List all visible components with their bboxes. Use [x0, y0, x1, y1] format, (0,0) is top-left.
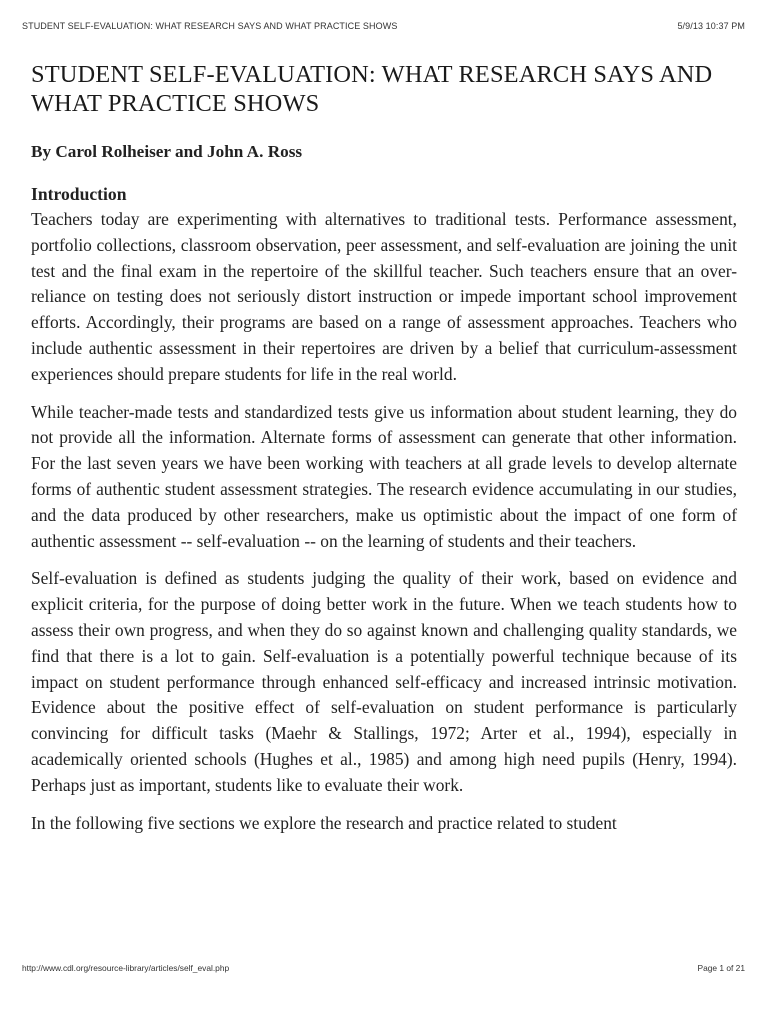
- page-number: Page 1 of 21: [697, 963, 745, 973]
- print-header: [22, 21, 746, 35]
- article: [31, 60, 737, 836]
- print-footer: [22, 963, 746, 977]
- source-url-link[interactable]: http://www.cdl.org/resource-library/articles/self_eval.php: [22, 963, 230, 973]
- section-heading-introduction: Introduction: [31, 184, 127, 204]
- article-title: STUDENT SELF-EVALUATION: WHAT RESEARCH SAYS AND WHAT PRACTICE SHOWS: [31, 61, 713, 117]
- body-paragraph: Self-evaluation is defined as students judging the quality of their work, based on evidence and explicit criteria, for the purpose of doing better work in the future. When we teach students how to assess their own progress, and when they do so against known and challenging quality standards, we find that there is a lot to gain. Self-evaluation is a potentially powerful technique because of its impact on student performance through enhanced self-efficacy and increased intrinsic motivation. Evidence about the positive effect of self-evaluation on student performance is particularly convincing for difficult tasks (Maehr & Stallings, 1972; Arter et al., 1994), especially in academically oriented schools (Hughes et al., 1985) and among high need pupils (Henry, 1994). Perhaps just as important, students like to evaluate their work.: [31, 568, 737, 795]
- body-paragraph: While teacher-made tests and standardized tests give us information about student learning, they do not provide all the information. Alternate forms of assessment can generate that other information. For the last seven years we have been working with teachers at all grade levels to develop alternate forms of authentic student assessment strategies. The research evidence accumulating in our studies, and the data produced by other researchers, make us optimistic about the impact of one form of authentic assessment -- self-evaluation -- on the learning of students and their teachers.: [31, 401, 737, 551]
- print-header-title: STUDENT SELF-EVALUATION: WHAT RESEARCH SAYS AND WHAT PRACTICE SHOWS: [22, 21, 398, 31]
- print-header-datetime: 5/9/13 10:37 PM: [677, 21, 745, 31]
- article-byline: By Carol Rolheiser and John A. Ross: [31, 142, 303, 161]
- body-paragraph: Teachers today are experimenting with alternatives to traditional tests. Performance assessment, portfolio collections, classroom observation, peer assessment, and self-evaluation are joining the unit test and the final exam in the repertoire of the skillful teacher. Such teachers ensure that an over-reliance on testing does not seriously distort instruction or impede important school improvement efforts. Accordingly, their programs are based on a range of assessment approaches. Teachers who include authentic assessment in their repertoires are driven by a belief that curriculum-assessment experiences should prepare students for life in the real world.: [31, 209, 737, 384]
- body-paragraph-continued: In the following five sections we explore the research and practice related to student: [31, 812, 617, 833]
